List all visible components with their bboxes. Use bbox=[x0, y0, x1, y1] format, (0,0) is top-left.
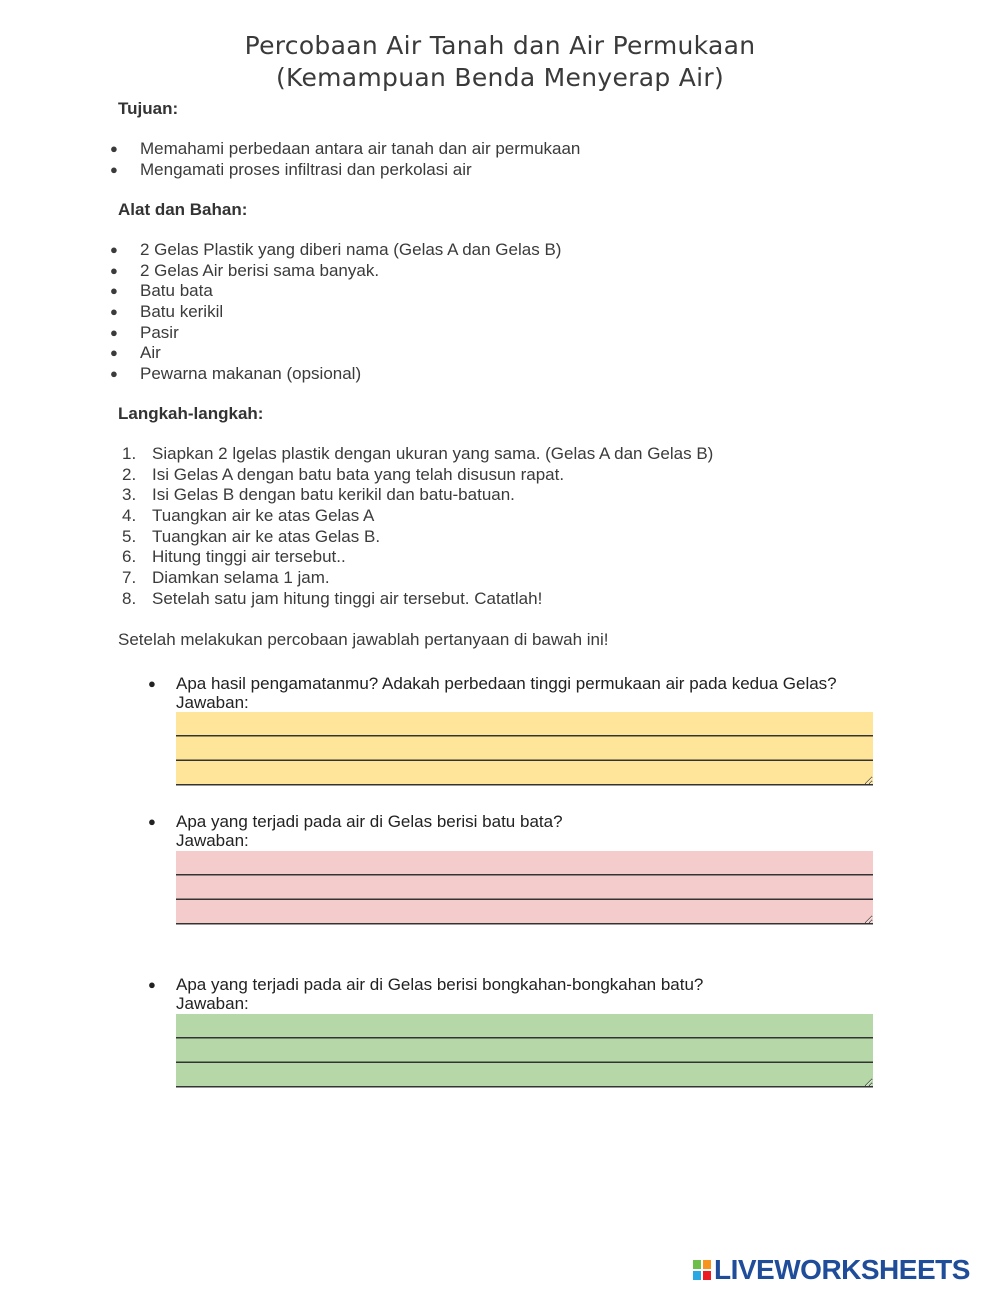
answer-label: Jawaban: bbox=[176, 831, 249, 850]
alat-list bbox=[110, 240, 561, 385]
answer-label: Jawaban: bbox=[176, 994, 249, 1013]
bullet-icon: ● bbox=[110, 345, 118, 361]
title-line-1: Percobaan Air Tanah dan Air Permukaan bbox=[244, 31, 756, 60]
bullet-icon: ● bbox=[148, 676, 156, 691]
page-title bbox=[0, 30, 1000, 94]
bullet-icon: ● bbox=[110, 366, 118, 382]
question-text: Apa yang terjadi pada air di Gelas berisi bongkahan-bongkahan batu? bbox=[176, 975, 704, 994]
bullet-icon: ● bbox=[110, 161, 118, 177]
list-item: 2. Isi Gelas A dengan batu bata yang telah disusun rapat. bbox=[122, 464, 565, 484]
question-text: Apa yang terjadi pada air di Gelas berisi batu bata? bbox=[176, 812, 563, 831]
bullet-icon: ● bbox=[110, 283, 118, 299]
title-line-2: (Kemampuan Benda Menyerap Air) bbox=[275, 63, 725, 92]
list-item: 3. Isi Gelas B dengan batu kerikil dan batu-batuan. bbox=[122, 485, 515, 505]
answer-2-field[interactable] bbox=[176, 851, 873, 924]
list-item: 7. Diamkan selama 1 jam. bbox=[122, 568, 330, 588]
tujuan-heading: Tujuan: bbox=[118, 99, 179, 118]
list-item: ● Memahami perbedaan antara air tanah dan air permukaan bbox=[110, 139, 581, 158]
list-item: ● 2 Gelas Air berisi sama banyak. bbox=[110, 260, 380, 280]
bullet-icon: ● bbox=[110, 324, 118, 340]
answer-label: Jawaban: bbox=[176, 693, 249, 712]
answer-1-field[interactable] bbox=[176, 712, 873, 785]
question-text: Apa hasil pengamatanmu? Adakah perbedaan tinggi permukaan air pada kedua Gelas? bbox=[176, 674, 837, 693]
question-3 bbox=[148, 975, 888, 1013]
list-item: ● Pasir bbox=[110, 322, 179, 342]
liveworksheets-logo bbox=[692, 1255, 970, 1285]
list-item: ● Pewarna makanan (opsional) bbox=[110, 364, 362, 384]
list-item: ● Air bbox=[110, 343, 161, 363]
bullet-icon: ● bbox=[110, 141, 118, 156]
question-2 bbox=[148, 812, 888, 850]
list-item: ● Mengamati proses infiltrasi dan perkolasi air bbox=[110, 159, 472, 179]
bullet-icon: ● bbox=[110, 304, 118, 320]
bullet-icon: ● bbox=[110, 262, 118, 278]
list-item: 8. Setelah satu jam hitung tinggi air tersebut. Catatlah! bbox=[122, 588, 543, 608]
list-item: 1. Siapkan 2 lgelas plastik dengan ukuran yang sama. (Gelas A dan Gelas B) bbox=[122, 444, 714, 463]
answer-3-field[interactable] bbox=[176, 1014, 873, 1087]
alat-heading: Alat dan Bahan: bbox=[118, 200, 248, 219]
logo-text: LIVEWORKSHEETS bbox=[714, 1254, 970, 1285]
list-item: 6. Hitung tinggi air tersebut.. bbox=[122, 547, 346, 567]
liveworksheets-logo-icon bbox=[692, 1259, 712, 1281]
langkah-list bbox=[118, 444, 713, 610]
bullet-icon: ● bbox=[148, 814, 156, 829]
langkah-heading: Langkah-langkah: bbox=[118, 404, 264, 423]
list-item: ● Batu kerikil bbox=[110, 302, 224, 322]
list-item: ● 2 Gelas Plastik yang diberi nama (Gelas A dan Gelas B) bbox=[110, 240, 562, 259]
bullet-icon: ● bbox=[110, 242, 118, 257]
questions-intro: Setelah melakukan percobaan jawablah pertanyaan di bawah ini! bbox=[118, 630, 609, 649]
list-item: 5. Tuangkan air ke atas Gelas B. bbox=[122, 526, 381, 546]
bullet-icon: ● bbox=[148, 977, 156, 992]
question-1 bbox=[148, 674, 888, 712]
list-item: 4. Tuangkan air ke atas Gelas A bbox=[122, 506, 375, 526]
list-item: ● Batu bata bbox=[110, 281, 213, 301]
tujuan-list bbox=[110, 139, 580, 180]
